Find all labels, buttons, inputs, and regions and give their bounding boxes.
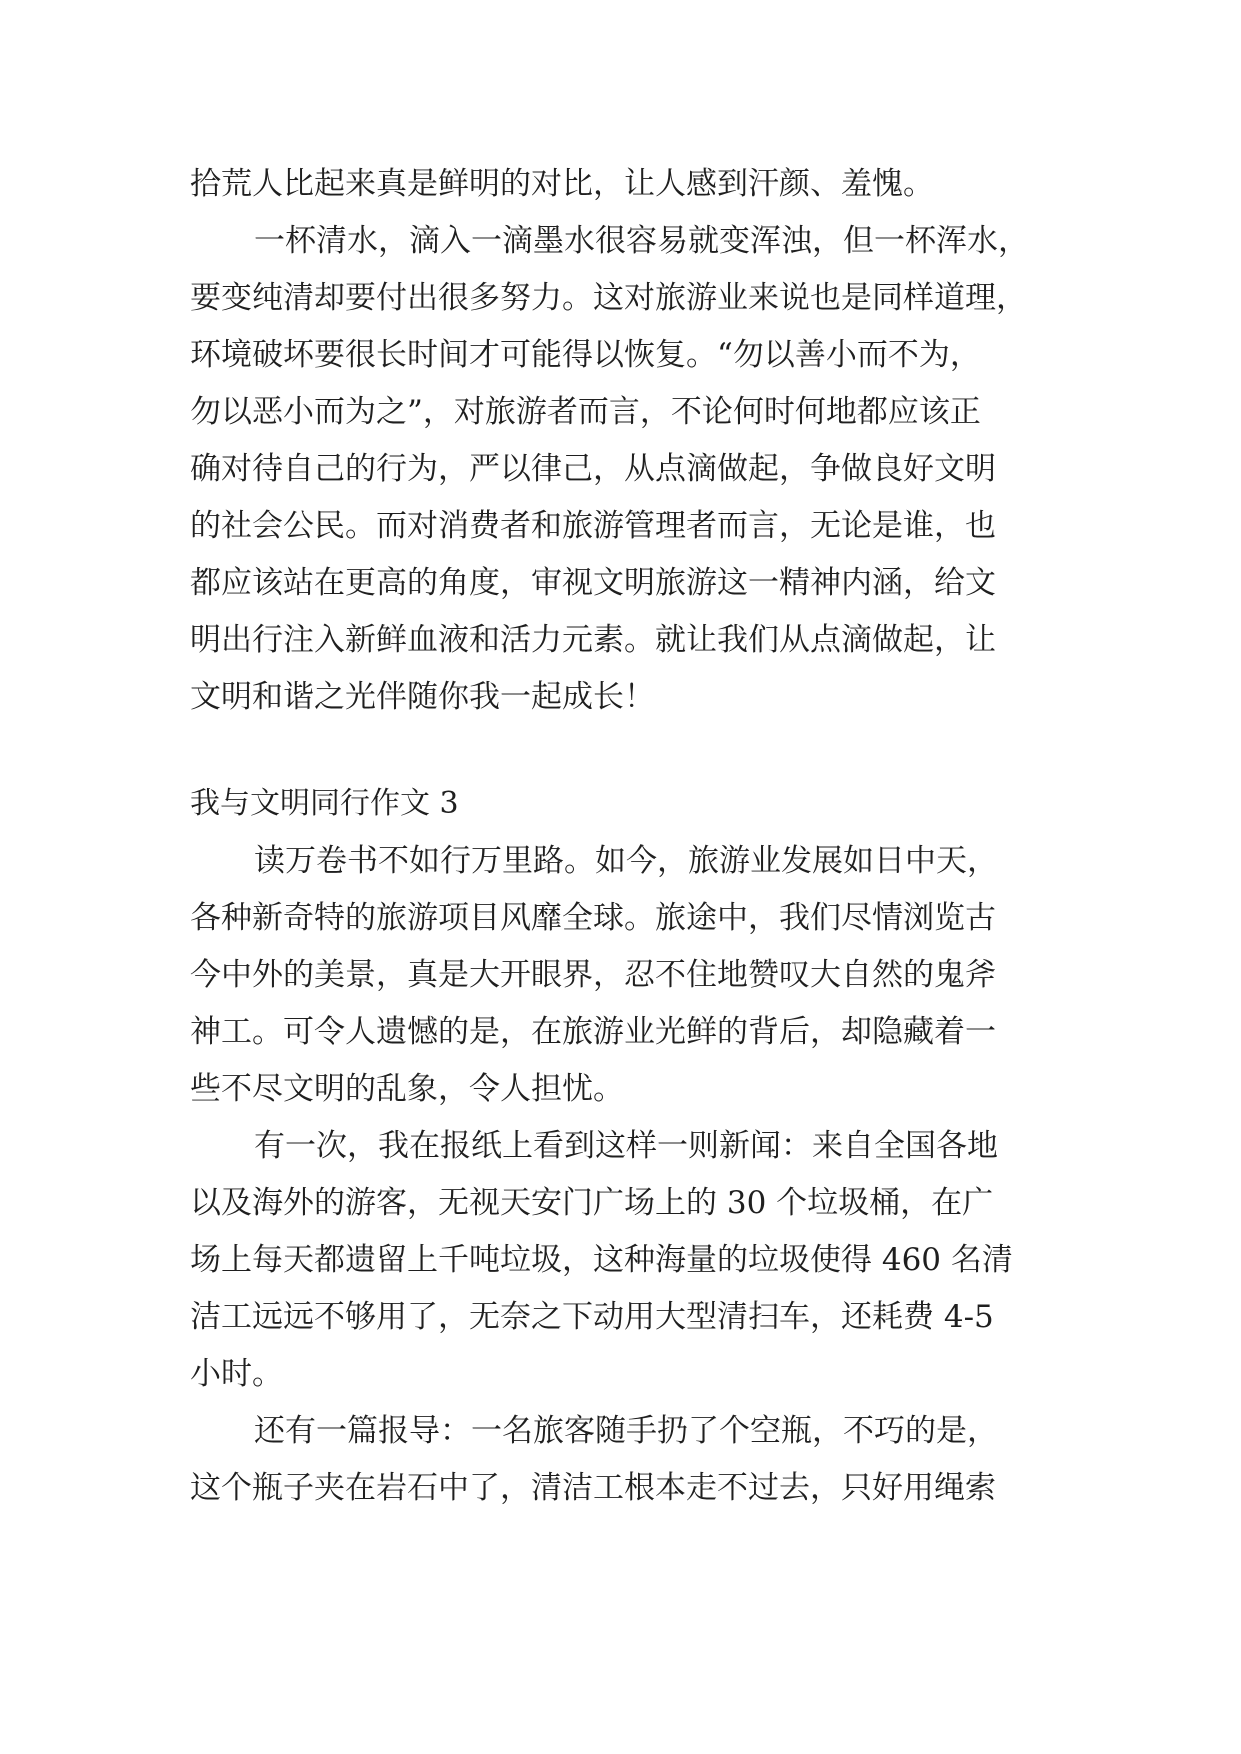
text-line: 环境破坏要很长时间才可能得以恢复。“勿以善小而不为，	[190, 337, 981, 373]
paragraph-start-line: 有一次，我在报纸上看到这样一则新闻：来自全国各地	[254, 1128, 998, 1164]
text-line: 的社会公民。而对消费者和旅游管理者而言，无论是谁，也	[190, 508, 996, 544]
text-line: 勿以恶小而为之”，对旅游者而言，不论何时何地都应该正	[190, 394, 981, 430]
text-line: 场上每天都遗留上千吨垃圾，这种海量的垃圾使得 460 名清	[190, 1242, 1013, 1278]
paragraph-start-line: 一杯清水，滴入一滴墨水很容易就变浑浊，但一杯浑水，	[254, 223, 1029, 259]
text-line: 拾荒人比起来真是鲜明的对比，让人感到汗颜、羞愧。	[190, 166, 934, 202]
text-line: 以及海外的游客，无视天安门广场上的 30 个垃圾桶，在广	[190, 1185, 994, 1221]
text-line: 神工。可令人遗憾的是，在旅游业光鲜的背后，却隐藏着一	[190, 1014, 996, 1050]
section-heading: 我与文明同行作文 3	[190, 786, 459, 821]
text-line: 这个瓶子夹在岩石中了，清洁工根本走不过去，只好用绳索	[190, 1470, 996, 1506]
text-line: 洁工远远不够用了，无奈之下动用大型清扫车，还耗费 4-5	[190, 1299, 994, 1335]
text-line: 今中外的美景，真是大开眼界，忍不住地赞叹大自然的鬼斧	[190, 957, 996, 993]
text-line: 明出行注入新鲜血液和活力元素。就让我们从点滴做起，让	[190, 622, 996, 658]
paragraph-start-line: 还有一篇报导：一名旅客随手扔了个空瓶，不巧的是，	[254, 1413, 998, 1449]
text-line: 要变纯清却要付出很多努力。这对旅游业来说也是同样道理，	[190, 280, 1027, 316]
text-line: 各种新奇特的旅游项目风靡全球。旅途中，我们尽情浏览古	[190, 900, 996, 936]
paragraph-start-line: 读万卷书不如行万里路。如今，旅游业发展如日中天，	[254, 843, 998, 879]
text-line: 小时。	[190, 1356, 283, 1392]
text-line: 确对待自己的行为，严以律己，从点滴做起，争做良好文明	[190, 451, 996, 487]
text-line: 些不尽文明的乱象，令人担忧。	[190, 1071, 624, 1107]
text-line: 文明和谐之光伴随你我一起成长！	[190, 679, 655, 715]
text-line: 都应该站在更高的角度，审视文明旅游这一精神内涵，给文	[190, 565, 996, 601]
